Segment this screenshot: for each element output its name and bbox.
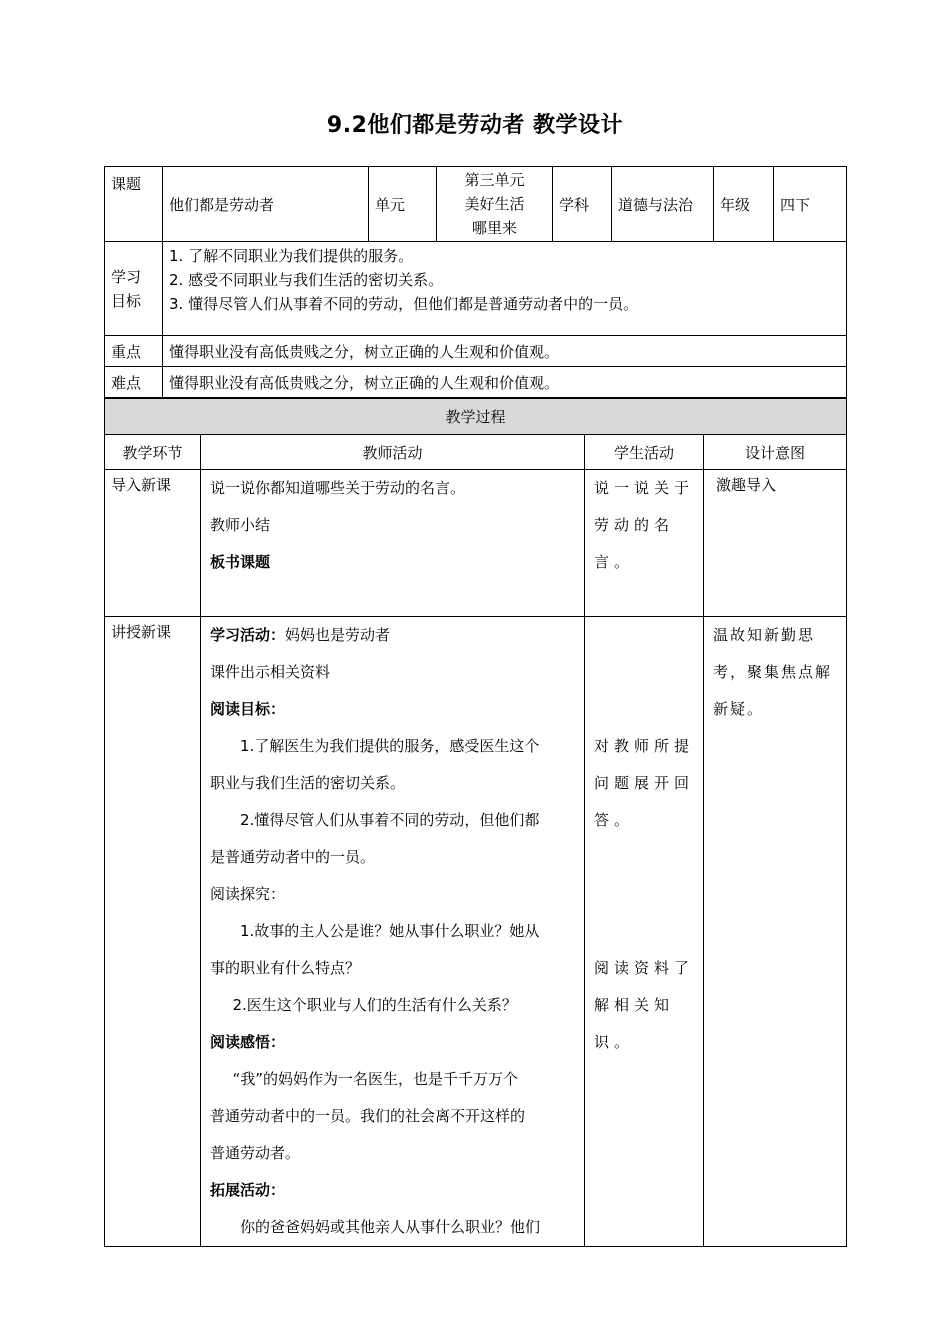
topic-value: 他们都是劳动者 <box>163 167 369 242</box>
goal-item: 1. 了解不同职业为我们提供的服务。 <box>169 247 414 265</box>
process-heading: 教学过程 <box>105 399 847 435</box>
column-header-teacher: 教师活动 <box>201 435 585 470</box>
unit-value <box>437 167 553 242</box>
grade-label: 年级 <box>714 167 774 242</box>
goal-line: 2.懂得尽管人们从事着不同的劳动，但他们都 <box>240 811 540 829</box>
difficulty-value: 懂得职业没有高低贵贱之分，树立正确的人生观和价值观。 <box>163 367 847 398</box>
intro-teacher-activity <box>201 470 585 617</box>
key-point-value: 懂得职业没有高低贵贱之分，树立正确的人生观和价值观。 <box>163 336 847 367</box>
insight-label-text: 阅读感悟： <box>210 1033 286 1051</box>
goal-line: 是普通劳动者中的一员。 <box>210 848 376 866</box>
topic-label: 课题 <box>105 167 163 242</box>
intro-teacher-line <box>210 544 578 581</box>
intro-student-activity: 说一说关于劳动的名言。 <box>585 470 704 617</box>
intro-intent: 激趣导入 <box>704 470 847 617</box>
courseware-line: 课件出示相关资料 <box>210 663 331 681</box>
goal-line: 1.了解医生为我们提供的服务，感受医生这个 <box>240 737 540 755</box>
intro-stage: 导入新课 <box>105 470 201 617</box>
goals-label <box>105 242 163 336</box>
key-point-label: 重点 <box>105 336 163 367</box>
question-line: 事的职业有什么特点？ <box>210 959 361 977</box>
goals-label-line-2: 目标 <box>111 291 142 310</box>
column-header-stage: 教学环节 <box>105 435 201 470</box>
column-header-student: 学生活动 <box>585 435 704 470</box>
unit-line-1: 第三单元 <box>464 171 525 189</box>
new-intent: 温故知新勤思考，聚集焦点解新疑。 <box>704 617 847 1247</box>
column-header-intent: 设计意图 <box>704 435 847 470</box>
subject-label: 学科 <box>553 167 612 242</box>
reading-goal-label-text: 阅读目标： <box>210 700 286 718</box>
extend-label-text: 拓展活动： <box>210 1181 286 1199</box>
lesson-info-table <box>104 166 847 398</box>
insight-label <box>210 1024 578 1061</box>
extend-line: 你的爸爸妈妈或其他亲人从事什么职业？他们 <box>240 1218 541 1236</box>
goal-item: 3. 懂得尽管人们从事着不同的劳动，但他们都是普通劳动者中的一员。 <box>169 295 639 313</box>
unit-line-3: 哪里来 <box>471 219 517 237</box>
question-line: 1.故事的主人公是谁？她从事什么职业？她从 <box>240 922 540 940</box>
unit-label: 单元 <box>369 167 437 242</box>
question-line: 2.医生这个职业与人们的生活有什么关系？ <box>232 996 517 1014</box>
goals-label-line-1: 学习 <box>111 267 142 286</box>
goal-item: 2. 感受不同职业与我们生活的密切关系。 <box>169 271 444 289</box>
reading-goal-label <box>210 691 578 728</box>
activity-label: 学习活动： <box>210 626 286 644</box>
goals-list <box>163 242 847 336</box>
difficulty-label: 难点 <box>105 367 163 398</box>
student-activity-2: 阅读资料了解相关知识。 <box>594 959 695 1051</box>
intro-teacher-line: 说一说你都知道哪些关于劳动的名言。 <box>210 479 466 497</box>
insight-line: 普通劳动者。 <box>210 1144 301 1162</box>
activity-title: 妈妈也是劳动者 <box>285 626 391 644</box>
teaching-process-table <box>104 398 847 1247</box>
extend-label <box>210 1172 578 1209</box>
student-activity-1: 对教师所提问题展开回答。 <box>594 737 695 829</box>
insight-line: “我”的妈妈作为一名医生，也是千千万万个 <box>232 1070 519 1088</box>
document-title: 9.2他们都是劳动者 教学设计 <box>326 113 624 138</box>
new-student-activity <box>585 617 704 1247</box>
explore-label: 阅读探究： <box>210 885 286 903</box>
grade-value: 四下 <box>774 167 847 242</box>
insight-line: 普通劳动者中的一员。我们的社会离不开这样的 <box>210 1107 526 1125</box>
goal-line: 职业与我们生活的密切关系。 <box>210 774 406 792</box>
intro-teacher-line: 教师小结 <box>210 516 271 534</box>
activity-line <box>210 617 578 654</box>
new-teacher-activity <box>201 617 585 1247</box>
subject-value: 道德与法治 <box>612 167 714 242</box>
board-title-label: 板书课题 <box>210 553 271 571</box>
unit-line-2: 美好生活 <box>464 195 525 213</box>
new-stage: 讲授新课 <box>105 617 201 1247</box>
